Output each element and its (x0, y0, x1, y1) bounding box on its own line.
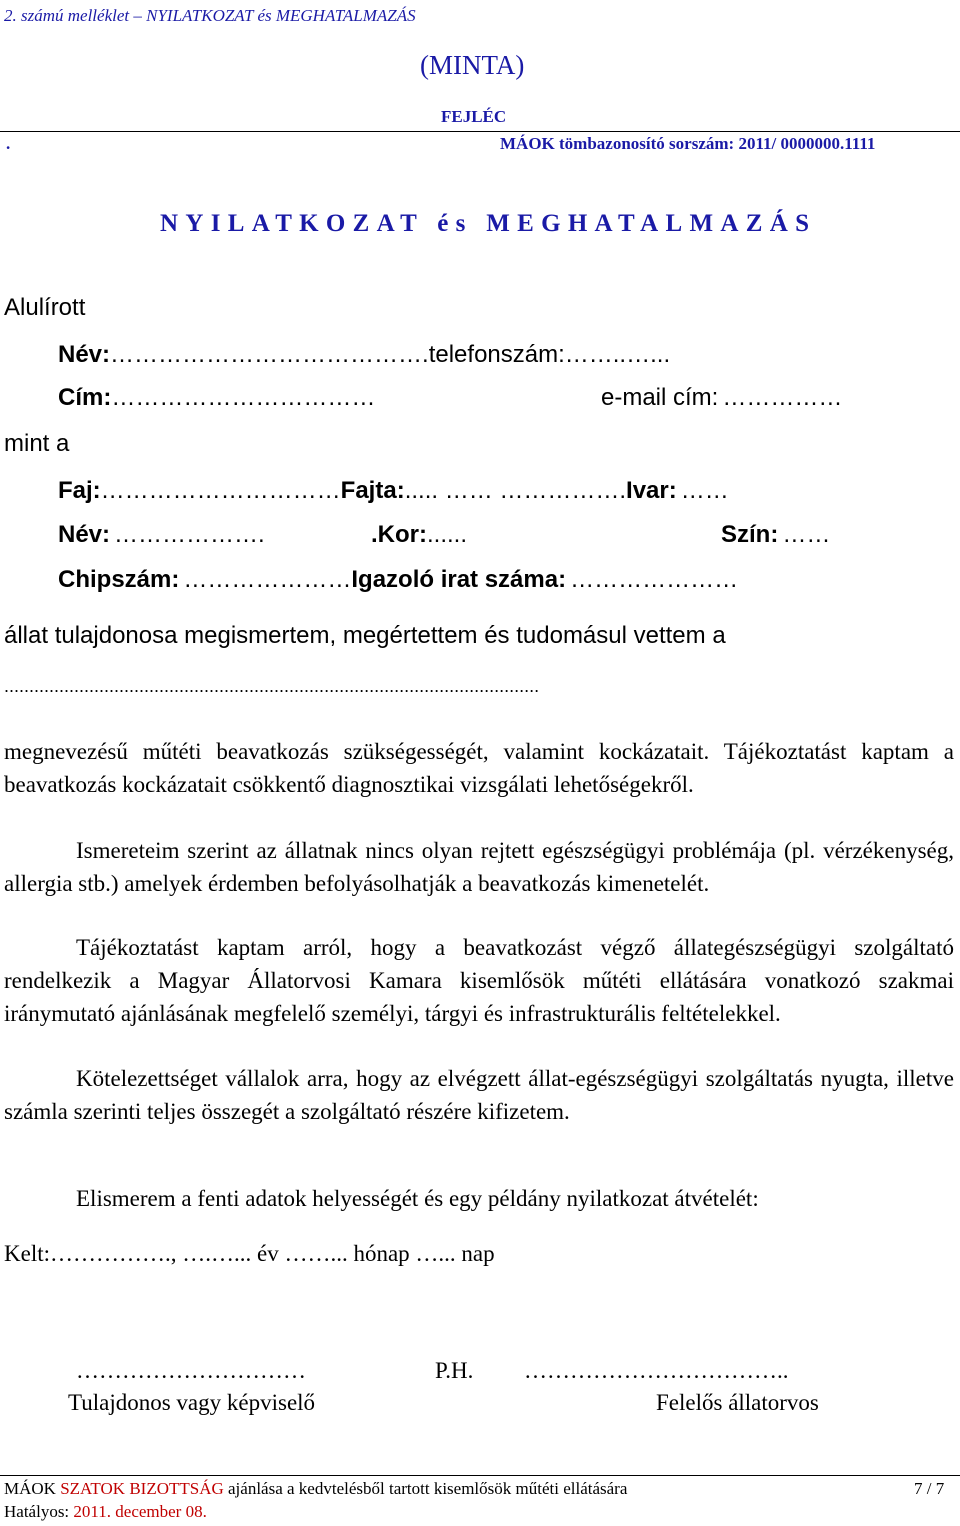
id-document-field[interactable]: ………………… (570, 566, 739, 593)
age-row (371, 521, 467, 549)
effective-date: 2011. december 08. (73, 1502, 207, 1521)
owner-name-field[interactable]: ………………………………… (110, 341, 423, 368)
owner-name-label: Név: (58, 341, 111, 368)
age-label: .Kor: (371, 521, 427, 548)
owner-name-row (58, 341, 670, 369)
document-title: NYILATKOZAT és MEGHATALMAZÁS (160, 210, 817, 237)
date-field[interactable]: Kelt:……………., ….…... év ……... hónap …... nap (4, 1241, 495, 1266)
species-field[interactable]: ………………………… (100, 477, 341, 504)
vet-signature-label: Felelős állatorvos (656, 1390, 819, 1415)
paragraph-payment-obligation: Kötelezettséget vállalok arra, hogy az elvégzett állat-egészségügyi szolgáltatás nyugta, illetve számla szerinti teljes összegét a szolgáltató részére kifizetem. (4, 1066, 954, 1124)
paragraph-health-conditions: Ismereteim szerint az állatnak nincs olyan rejtett egészségügyi problémája (pl. vérzékenység, allergia stb.) amelyek érdemben befolyásolhatják a beavatkozás kimenetelét. (4, 838, 954, 896)
breed-field[interactable]: ..... …… ……………. (404, 477, 627, 504)
footer-divider (0, 1475, 960, 1476)
animal-name-field[interactable]: ………………. (114, 521, 265, 548)
address-field[interactable]: …………………………… (111, 384, 376, 411)
address-label: Cím: (58, 384, 112, 411)
chip-label: Chipszám: (58, 566, 180, 593)
appendix-label: 2. számú melléklet – NYILATKOZAT és MEGHATALMAZÁS (4, 6, 416, 25)
header-divider (0, 131, 960, 132)
letterhead-label: FEJLÉC (441, 107, 507, 126)
paragraph-receipt-acknowledgement: Elismerem a fenti adatok helyességét és egy példány nyilatkozat átvételét: (76, 1186, 759, 1211)
owner-signature-label: Tulajdonos vagy képviselő (68, 1390, 316, 1415)
animal-name-row (58, 521, 265, 549)
owner-signature-field[interactable]: ………………………… (76, 1358, 306, 1383)
animal-name-label: Név: (58, 521, 111, 548)
color-row (721, 521, 830, 549)
as-a-text: mint a (4, 430, 70, 457)
age-field[interactable]: ...... (427, 521, 468, 548)
phone-label: .telefonszám: (422, 341, 565, 368)
footer-committee: SZATOK BIZOTTSÁG (60, 1479, 224, 1498)
vet-signature-field[interactable]: …………………………….. (524, 1358, 789, 1383)
paragraph-provider-conditions: Tájékoztatást kaptam arról, hogy a beavatkozást végző állategészségügyi szolgáltató rendelkezik a Magyar Állatorvosi Kamara kisemlősök műtéti ellátására vonatkozó szakmai iránymutató ajánlásának megfelelő személyi, tárgyi és infrastrukturális feltételekkel. (4, 935, 954, 1026)
footer-effective (4, 1502, 207, 1522)
owner-address-row (58, 384, 375, 412)
owner-acknowledgement: állat tulajdonosa megismertem, megértettem és tudomásul vettem a (4, 622, 726, 649)
email-row (601, 384, 842, 412)
intro-text: Alulírott (4, 294, 86, 321)
procedure-field[interactable]: ........................................................................................................... (4, 676, 540, 696)
sample-label: (MINTA) (420, 50, 525, 80)
effective-label: Hatályos: (4, 1502, 70, 1521)
footer-line (4, 1479, 627, 1499)
chip-row (58, 566, 738, 594)
email-field[interactable]: …………… (722, 384, 843, 411)
phone-field[interactable]: ……..…... (564, 341, 671, 368)
species-row (58, 477, 729, 505)
sex-label: Ivar: (626, 477, 677, 504)
species-label: Faj: (58, 477, 101, 504)
chip-field[interactable]: ………………… (183, 566, 352, 593)
email-label: e-mail cím: (601, 384, 719, 411)
serial-leading-dot: . (6, 134, 11, 153)
sex-field[interactable]: …… (680, 477, 729, 504)
paragraph-procedure-risks: megnevezésű műtéti beavatkozás szükségességét, valamint kockázatait. Tájékoztatást kaptam a beavatkozás kockázatait csökkentő diagnosztikai vizsgálati lehetőségekről. (4, 739, 954, 797)
footer-recommendation: ajánlása a kedvtelésből tartott kisemlősök műtéti ellátására (228, 1479, 628, 1498)
footer-org: MÁOK (4, 1479, 56, 1498)
page-number: 7 / 7 (914, 1479, 945, 1498)
serial-number: MÁOK tömbazonosító sorszám: 2011/ 0000000.1111 (500, 134, 876, 153)
id-document-label: Igazoló irat száma: (351, 566, 567, 593)
color-label: Szín: (721, 521, 779, 548)
stamp-placeholder: P.H. (435, 1358, 474, 1383)
color-field[interactable]: …… (782, 521, 831, 548)
breed-label: Fajta: (340, 477, 405, 504)
